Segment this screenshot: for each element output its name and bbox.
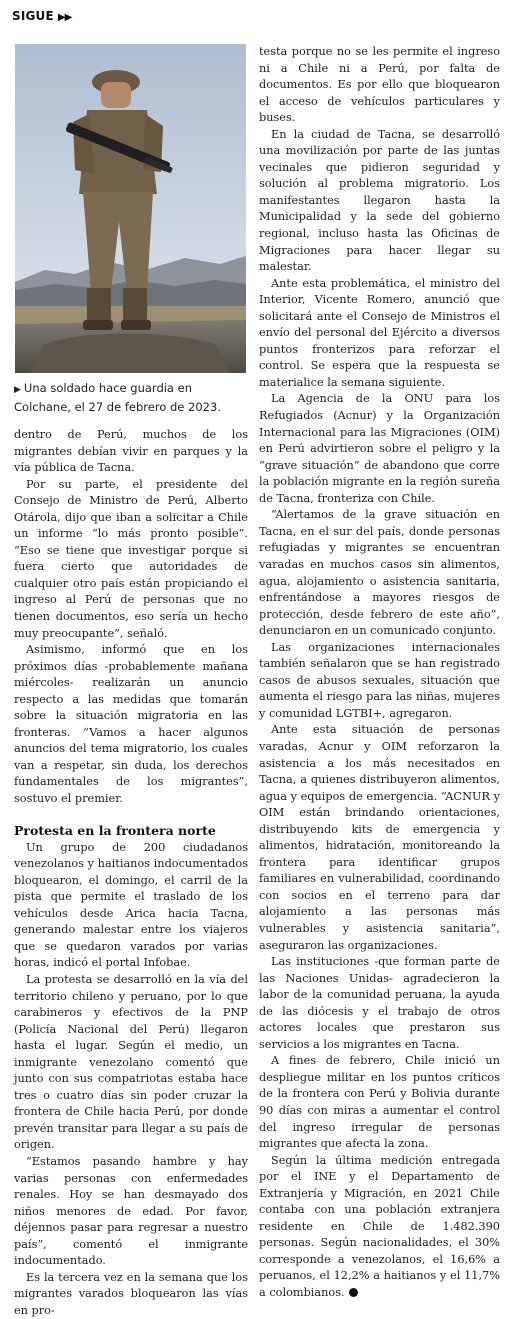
paragraph: A fines de febrero, Chile inició un despliegue militar en los puntos críticos de la frontera con Perú y Bolivia durante 90 días con miras a aumentar el control del ingreso irregular de personas migrantes que afecta la zona.: [259, 1054, 500, 1151]
paragraph: “Alertamos de la grave situación en Tacna, en el sur del país, donde personas refugiadas y migrantes se encuentran varadas en muchos casos sin alimentos, agua, alojamiento o asistencia sanitaria, enfrentándose a mayores riesgos de protección, desde febrero de este año”, denunciaron en un comunicado conjunto.: [259, 508, 500, 638]
caption-text: Una soldado hace guardia en Colchane, el 27 de febrero de 2023.: [14, 381, 221, 414]
article-column-right: [259, 44, 500, 1302]
paragraph-text: Según la última medición entregada por el INE y el Departamento de Extranjería y Migración, en 2021 Chile contaba con una población extranjera residente en Chile de 1.482.390 personas. Según nacionalidades, el 30% corresponde a venezolanos, el 16,6% a peruanos, el 12,2% a haitianos y el 11,7% a colombianos.: [259, 1153, 500, 1300]
paragraph: Las organizaciones internacionales también señalaron que se han registrado casos de abusos sexuales, situación que aumenta el riesgo para las niñas, mujeres y comunidad LGTBI+, agregaron.: [259, 640, 500, 720]
paragraph: La protesta se desarrolló en la vía del territorio chileno y peruano, por lo que carabineros y efectivos de la PNP (Policía Nacional del Perú) llegaron hasta el lugar. Según el medio, un inmigrante venezolano comentó que junto con sus compatriotas estaba hace tres o cuatro días sin poder cruzar la frontera de Chile hacia Perú, por donde prevén transitar para llegar a su país de origen.: [14, 972, 248, 1152]
article-column-left: [14, 427, 248, 1319]
forward-arrows-icon: ▶▶: [57, 12, 72, 23]
end-of-article-icon: [349, 1288, 358, 1297]
paragraph: La Agencia de la ONU para los Refugiados (Acnur) y la Organización Internacional para las Migraciones (OIM) en Perú advirtieron sobre el peligro y la “grave situación” de abandono que corre la población migrante en la región sureña de Tacna, fronteriza con Chile.: [259, 392, 500, 505]
paragraph: Asimismo, informó que en los próximos días -probablemente mañana miércoles- realizarán un anuncio respecto a las medidas que tomarán sobre la situación migratoria en las fronteras. “Vamos a hacer algunos anuncios del tema migratorio, los cuales van a respetar, sin duda, los derechos fundamentales de los migrantes”, sostuvo el premier.: [14, 643, 248, 806]
section-heading: Protesta en la frontera norte: [14, 822, 216, 838]
paragraph: testa porque no se les permite el ingreso ni a Chile ni a Perú, por falta de documentos. Es por ello que bloquearon el acceso de vehículos particulares y buses.: [259, 45, 500, 125]
paragraph: Por su parte, el presidente del Consejo de Ministro de Perú, Alberto Otárola, dijo que iban a solicitar a Chile un informe “lo más pronto posible”. “Eso se tiene que investigar porque si fuera cierto que autoridades de cualquier otro país están propiciando el ingreso al Perú de personas que no tienen documentos, eso sería un hecho muy preocupante”, señaló.: [14, 477, 248, 640]
paragraph: En la ciudad de Tacna, se desarrolló una movilización por parte de las juntas vecinales que pidieron seguridad y solución al problema migratorio. Los manifestantes llegaron hasta la Municipalidad y la sede del gobierno regional, incluso hasta las Oficinas de Migraciones para hacer llegar su malestar.: [259, 127, 500, 274]
paragraph: Ante esta situación de personas varadas, Acnur y OIM reforzaron la asistencia a los más necesitados en Tacna, a quienes distribuyeron alimentos, agua y equipos de emergencia. “ACNUR y OIM están brindando orientaciones, distribuyendo kits de emergencia y alimentos, hidratación, monitoreando la frontera para identificar grupos familiares en vulnerabilidad, coordinando con socios en el terreno para dar alojamiento a las personas más vulnerables y asistencia sanitaria”, aseguraron las organizaciones.: [259, 723, 500, 952]
paragraph: Las instituciones -que forman parte de las Naciones Unidas- agradecieron la labor de la comunidad peruana, la ayuda de las diócesis y el trabajo de otros actores locales que prestaron sus servicios a los migrantes en Tacna.: [259, 955, 500, 1051]
paragraph: Ante esta problemática, el ministro del Interior, Vicente Romero, anunció que solicitará ante el Consejo de Ministros el envío del personal del Ejército a diversos puntos fronterizos para reforzar el control. Se espera que la respuesta se materialice la semana siguiente.: [259, 276, 500, 389]
soldier-illustration: [15, 44, 246, 373]
photo-caption: [14, 380, 250, 415]
paragraph: Es la tercera vez en la semana que los migrantes varados bloquearon las vías en pro-: [14, 1270, 248, 1317]
paragraph: Un grupo de 200 ciudadanos venezolanos y haitianos indocumentados bloquearon, el domingo, el carril de la pista que permite el traslado de los vehículos desde Arica hacia Tacna, generando malestar entre los viajeros que se quedaron varados por varias horas, indicó el portal Infobae.: [14, 840, 248, 970]
paragraph: [259, 1153, 500, 1302]
soldier-photo: [15, 44, 246, 373]
paragraph: dentro de Perú, muchos de los migrantes debían vivir en parques y la vía pública de Tacna.: [14, 428, 248, 475]
caption-triangle-icon: ▶: [14, 385, 21, 395]
continue-label: [12, 9, 71, 23]
paragraph: “Estamos pasando hambre y hay varias personas con enfermedades renales. Hoy se han desmayado dos niños menores de edad. Por favor, déjennos pasar para regresar a nuestro país”, comentó el inmigrante indocumentado.: [14, 1154, 248, 1268]
continue-text: SIGUE: [12, 9, 54, 23]
